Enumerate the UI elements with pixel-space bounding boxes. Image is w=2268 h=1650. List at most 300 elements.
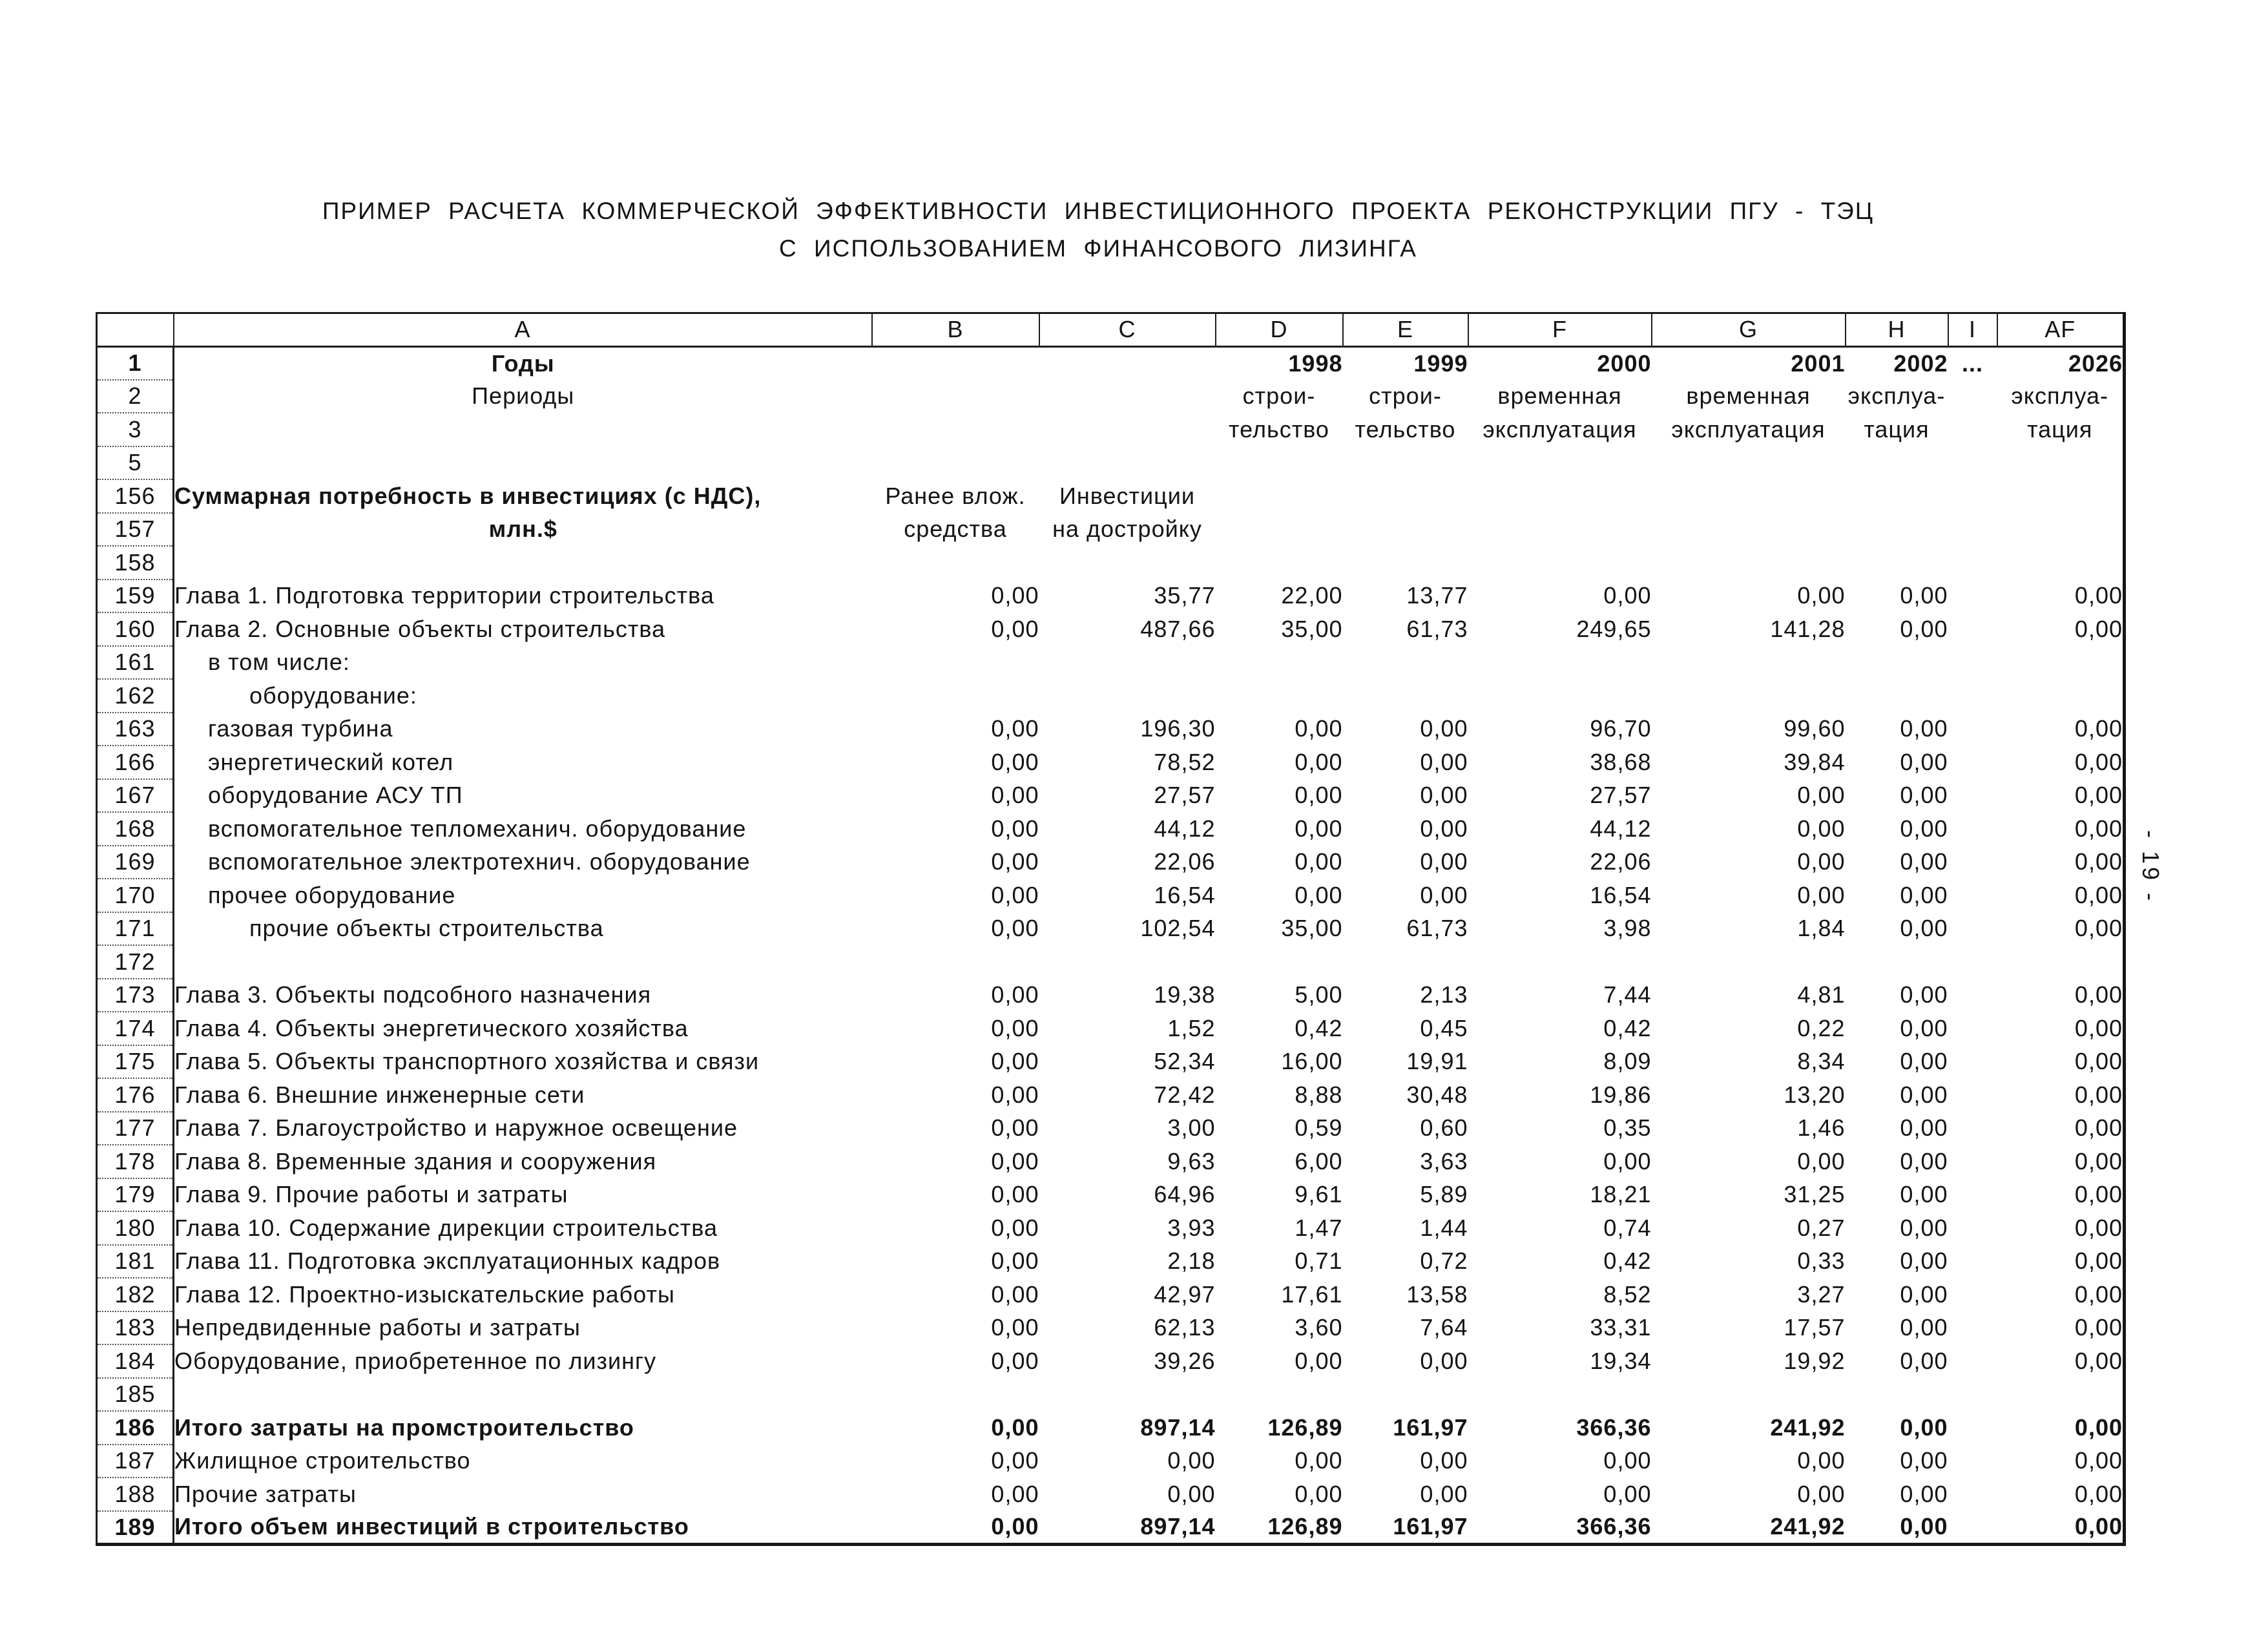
value-cell: 0,00 — [2074, 1147, 2123, 1175]
column-letter-cell: F — [1468, 313, 1652, 347]
value-cell: средства — [904, 516, 1007, 543]
value-cell: 161,97 — [1393, 1513, 1468, 1540]
value-cell — [1216, 646, 1343, 680]
value-cell — [1948, 1411, 1997, 1445]
value-cell: 241,92 — [1770, 1414, 1846, 1441]
value-cell: Ранее влож. — [885, 482, 1026, 509]
value-cell: 0,00 — [1295, 782, 1343, 809]
row-number-cell: 172 — [97, 945, 174, 979]
value-cell: 0,00 — [2074, 1248, 2123, 1275]
value-cell: 0,42 — [1295, 1014, 1343, 1041]
value-cell: 5,89 — [1420, 1181, 1468, 1208]
value-cell: 0,00 — [2074, 981, 2123, 1008]
value-cell — [1039, 679, 1216, 713]
table-row — [97, 1078, 2125, 1112]
value-cell: 16,54 — [1590, 881, 1652, 908]
value-cell — [1039, 1378, 1216, 1412]
value-cell: 0,00 — [2074, 848, 2123, 875]
value-cell: 366,36 — [1576, 1414, 1652, 1441]
value-cell: 0,00 — [1603, 582, 1652, 609]
value-cell: 0,00 — [1900, 582, 1948, 609]
value-cell — [1997, 546, 2125, 580]
value-cell — [1948, 679, 1997, 713]
value-cell: 38,68 — [1590, 748, 1652, 775]
value-cell: 0,00 — [991, 815, 1039, 842]
value-cell: 35,00 — [1281, 615, 1343, 642]
row-number-cell: 176 — [97, 1078, 174, 1112]
row-label-cell: Глава 1. Подготовка территории строительства — [174, 582, 714, 609]
value-cell — [1948, 1478, 1997, 1511]
row-number-cell: 170 — [97, 879, 174, 912]
row-number-cell: 187 — [97, 1445, 174, 1478]
table-row — [97, 1411, 2125, 1445]
row-number-cell: 159 — [97, 580, 174, 613]
value-cell: 17,57 — [1784, 1314, 1846, 1341]
value-cell: 44,12 — [1590, 815, 1652, 842]
table-row — [97, 812, 2125, 846]
table-row — [97, 1211, 2125, 1245]
value-cell: 0,00 — [1420, 881, 1468, 908]
value-cell: 241,92 — [1770, 1513, 1846, 1540]
row-number-cell: 169 — [97, 846, 174, 879]
table-row — [97, 1045, 2125, 1079]
table-row — [97, 446, 2125, 480]
row-label-cell — [174, 446, 872, 480]
table-row — [97, 380, 2125, 413]
row-number-cell: 189 — [97, 1511, 174, 1545]
value-cell — [1948, 1311, 1997, 1345]
value-cell: 19,38 — [1154, 981, 1216, 1008]
value-cell: 0,00 — [991, 582, 1039, 609]
column-letter-cell: A — [174, 313, 872, 347]
value-cell: тельство — [1229, 415, 1329, 443]
table-row — [97, 1344, 2125, 1378]
value-cell — [1846, 446, 1948, 480]
value-cell: 0,00 — [1900, 1513, 1948, 1540]
value-cell — [1039, 546, 1216, 580]
value-cell: 0,00 — [1295, 1480, 1343, 1507]
column-letter-cell: E — [1343, 313, 1468, 347]
table-row — [97, 713, 2125, 746]
value-cell — [1216, 479, 1343, 513]
value-cell: 33,31 — [1590, 1314, 1652, 1341]
value-cell — [1948, 479, 1997, 513]
value-cell — [1216, 945, 1343, 979]
value-cell: 39,84 — [1784, 748, 1846, 775]
value-cell: 1,84 — [1797, 915, 1846, 942]
value-cell: 0,00 — [1900, 981, 1948, 1008]
value-cell: 9,63 — [1167, 1147, 1216, 1175]
value-cell: 0,00 — [1900, 881, 1948, 908]
table-row — [97, 612, 2125, 646]
value-cell: 196,30 — [1140, 715, 1216, 742]
value-cell — [1948, 612, 1997, 646]
value-cell — [1997, 679, 2125, 713]
row-number-cell: 171 — [97, 912, 174, 946]
row-number-cell: 177 — [97, 1112, 174, 1145]
value-cell: 0,00 — [1797, 782, 1846, 809]
value-cell: 0,00 — [1900, 1014, 1948, 1041]
table-row — [97, 1278, 2125, 1311]
value-cell — [1652, 513, 1846, 547]
value-cell: 19,86 — [1590, 1081, 1652, 1108]
value-cell: 0,00 — [991, 1447, 1039, 1474]
value-cell — [872, 646, 1039, 680]
value-cell: 13,77 — [1406, 582, 1468, 609]
value-cell: 3,93 — [1167, 1214, 1216, 1241]
value-cell: 6,00 — [1295, 1147, 1343, 1175]
table-row — [97, 945, 2125, 979]
table-row — [97, 513, 2125, 547]
value-cell — [1652, 679, 1846, 713]
row-label-cell: Периоды — [472, 382, 575, 410]
value-cell: 18,21 — [1590, 1181, 1652, 1208]
value-cell — [1039, 413, 1216, 446]
value-cell — [1216, 546, 1343, 580]
value-cell: 0,00 — [1900, 748, 1948, 775]
value-cell: 0,00 — [2074, 615, 2123, 642]
value-cell — [1948, 580, 1997, 613]
value-cell — [1846, 513, 1948, 547]
value-cell: 0,00 — [991, 981, 1039, 1008]
value-cell: 366,36 — [1576, 1513, 1652, 1540]
spreadsheet-table — [96, 312, 2126, 1546]
value-cell: 16,00 — [1281, 1048, 1343, 1075]
value-cell — [1468, 546, 1652, 580]
value-cell: 0,00 — [1295, 848, 1343, 875]
value-cell: 0,00 — [1900, 1347, 1948, 1374]
value-cell: 0,74 — [1603, 1214, 1652, 1241]
value-cell: 3,27 — [1797, 1280, 1846, 1308]
value-cell: 5,00 — [1295, 981, 1343, 1008]
value-cell: 249,65 — [1576, 615, 1652, 642]
row-number-cell: 167 — [97, 779, 174, 813]
value-cell — [1948, 879, 1997, 912]
row-label-cell: Глава 5. Объекты транспортного хозяйства и связи — [174, 1048, 760, 1075]
value-cell — [1948, 846, 1997, 879]
value-cell: 8,52 — [1603, 1280, 1652, 1308]
value-cell: 42,97 — [1154, 1280, 1216, 1308]
value-cell: 22,06 — [1154, 848, 1216, 875]
value-cell: 0,00 — [2074, 1048, 2123, 1075]
value-cell — [1468, 479, 1652, 513]
value-cell: 16,54 — [1154, 881, 1216, 908]
value-cell: 0,00 — [991, 615, 1039, 642]
table-row — [97, 546, 2125, 580]
value-cell: 0,00 — [2074, 582, 2123, 609]
row-label-cell: оборудование АСУ ТП — [208, 782, 463, 809]
value-cell: 2,18 — [1167, 1248, 1216, 1275]
value-cell: 0,00 — [2074, 1447, 2123, 1474]
value-cell: 0,00 — [1295, 815, 1343, 842]
value-cell: 3,60 — [1295, 1314, 1343, 1341]
value-cell: эксплуатация — [1483, 415, 1637, 443]
value-cell — [1343, 479, 1468, 513]
row-label-cell: Итого объем инвестиций в строительство — [174, 1513, 689, 1540]
value-cell — [1652, 446, 1846, 480]
value-cell: 897,14 — [1140, 1414, 1216, 1441]
value-cell — [1846, 646, 1948, 680]
value-cell: 0,00 — [1420, 1447, 1468, 1474]
value-cell — [1468, 945, 1652, 979]
value-cell: 4,81 — [1797, 981, 1846, 1008]
value-cell: 0,00 — [991, 915, 1039, 942]
value-cell: 0,00 — [991, 1081, 1039, 1108]
value-cell: 0,71 — [1295, 1248, 1343, 1275]
row-label-cell — [174, 413, 872, 446]
row-number-cell: 162 — [97, 679, 174, 713]
value-cell: 3,98 — [1603, 915, 1652, 942]
value-cell: 126,89 — [1267, 1414, 1343, 1441]
value-cell: 0,00 — [991, 1147, 1039, 1175]
row-number-cell: 184 — [97, 1344, 174, 1378]
row-label-cell — [174, 546, 872, 580]
value-cell: 0,00 — [991, 1414, 1039, 1441]
value-cell — [1652, 479, 1846, 513]
value-cell: 35,00 — [1281, 915, 1343, 942]
row-label-cell: прочие объекты строительства — [249, 915, 604, 942]
row-number-cell: 185 — [97, 1378, 174, 1412]
value-cell: 27,57 — [1154, 782, 1216, 809]
value-cell: 96,70 — [1590, 715, 1652, 742]
value-cell: 0,00 — [1295, 715, 1343, 742]
row-number-cell: 157 — [97, 513, 174, 547]
value-cell: 0,60 — [1420, 1114, 1468, 1142]
value-cell — [1039, 945, 1216, 979]
table-row — [97, 846, 2125, 879]
value-cell: 0,00 — [991, 1314, 1039, 1341]
row-number-cell: 173 — [97, 979, 174, 1012]
row-label-cell: прочее оборудование — [208, 881, 456, 908]
value-cell: 0,00 — [1603, 1480, 1652, 1507]
value-cell: 0,00 — [1167, 1447, 1216, 1474]
value-cell — [1846, 945, 1948, 979]
value-cell: 0,00 — [2074, 782, 2123, 809]
value-cell: 0,00 — [1603, 1147, 1652, 1175]
value-cell: 1,44 — [1420, 1214, 1468, 1241]
document-title — [0, 193, 2196, 267]
value-cell — [1652, 646, 1846, 680]
value-cell — [1997, 1378, 2125, 1412]
row-number-cell: 181 — [97, 1245, 174, 1279]
value-cell — [1846, 546, 1948, 580]
row-number-cell: 160 — [97, 612, 174, 646]
value-cell — [1468, 446, 1652, 480]
table-row — [97, 580, 2125, 613]
value-cell: тация — [2027, 415, 2093, 443]
row-label-cell: энергетический котел — [208, 748, 454, 775]
value-cell — [1948, 1278, 1997, 1311]
value-cell: 0,00 — [1295, 881, 1343, 908]
value-cell: 52,34 — [1154, 1048, 1216, 1075]
value-cell: 0,00 — [1900, 1414, 1948, 1441]
value-cell: 0,00 — [1797, 815, 1846, 842]
value-cell — [1039, 446, 1216, 480]
value-cell: 0,00 — [1420, 748, 1468, 775]
row-number-cell: 156 — [97, 479, 174, 513]
table-row — [97, 979, 2125, 1012]
value-cell: 0,72 — [1420, 1248, 1468, 1275]
value-cell: 0,00 — [991, 848, 1039, 875]
value-cell: 8,88 — [1295, 1081, 1343, 1108]
value-cell: 44,12 — [1154, 815, 1216, 842]
value-cell: 2000 — [1597, 350, 1652, 377]
row-label-cell: Итого затраты на промстроительство — [174, 1414, 634, 1441]
row-number-cell: 3 — [97, 413, 174, 446]
column-letter-cell: I — [1948, 313, 1997, 347]
value-cell — [1948, 1045, 1997, 1079]
value-cell: 0,00 — [2074, 1513, 2123, 1540]
table-row — [97, 1112, 2125, 1145]
value-cell — [1948, 812, 1997, 846]
corner-cell — [97, 313, 174, 347]
table-row — [97, 346, 2125, 380]
column-letter-cell: B — [872, 313, 1039, 347]
value-cell: 0,00 — [991, 1114, 1039, 1142]
value-cell: 0,27 — [1797, 1214, 1846, 1241]
table-row — [97, 1012, 2125, 1045]
value-cell: 27,57 — [1590, 782, 1652, 809]
value-cell: 7,44 — [1603, 981, 1652, 1008]
value-cell: 0,00 — [1603, 1447, 1652, 1474]
value-cell — [1948, 446, 1997, 480]
value-cell: 0,00 — [1295, 1447, 1343, 1474]
value-cell: 2002 — [1893, 350, 1948, 377]
value-cell — [1468, 679, 1652, 713]
value-cell: 78,52 — [1154, 748, 1216, 775]
value-cell — [872, 446, 1039, 480]
value-cell — [872, 546, 1039, 580]
value-cell — [1997, 513, 2125, 547]
value-cell: строи- — [1242, 382, 1316, 410]
value-cell: 0,00 — [2074, 715, 2123, 742]
value-cell: 0,00 — [2074, 1480, 2123, 1507]
value-cell: тельство — [1355, 415, 1456, 443]
value-cell — [1948, 1178, 1997, 1212]
value-cell — [872, 1378, 1039, 1412]
value-cell: 1998 — [1288, 350, 1343, 377]
value-cell: 0,00 — [1900, 1447, 1948, 1474]
value-cell: 1,52 — [1167, 1014, 1216, 1041]
value-cell: 0,59 — [1295, 1114, 1343, 1142]
row-number-cell: 168 — [97, 812, 174, 846]
value-cell: 61,73 — [1406, 915, 1468, 942]
value-cell: 0,00 — [1797, 582, 1846, 609]
value-cell: 2,13 — [1420, 981, 1468, 1008]
value-cell: 35,77 — [1154, 582, 1216, 609]
row-number-cell: 178 — [97, 1145, 174, 1178]
value-cell — [1948, 546, 1997, 580]
row-number-cell: 183 — [97, 1311, 174, 1345]
row-label-cell: вспомогательное электротехнич. оборудование — [208, 848, 751, 875]
value-cell — [1948, 1145, 1997, 1178]
column-letter-cell: D — [1216, 313, 1343, 347]
value-cell: временная — [1686, 382, 1811, 410]
value-cell — [1948, 380, 1997, 413]
value-cell: 0,00 — [991, 1513, 1039, 1540]
value-cell — [1846, 679, 1948, 713]
value-cell: 0,45 — [1420, 1014, 1468, 1041]
value-cell: 0,00 — [1900, 615, 1948, 642]
value-cell — [1997, 446, 2125, 480]
value-cell: 0,22 — [1797, 1014, 1846, 1041]
value-cell: 0,33 — [1797, 1248, 1846, 1275]
row-number-cell: 175 — [97, 1045, 174, 1079]
value-cell — [1343, 546, 1468, 580]
value-cell: строи- — [1369, 382, 1442, 410]
value-cell: 0,00 — [1295, 748, 1343, 775]
value-cell — [1468, 513, 1652, 547]
value-cell — [1997, 945, 2125, 979]
value-cell: 0,00 — [1420, 815, 1468, 842]
row-label-cell: вспомогательное тепломеханич. оборудование — [208, 815, 747, 842]
value-cell: 0,00 — [1900, 1114, 1948, 1142]
value-cell — [1948, 1112, 1997, 1145]
row-number-cell: 5 — [97, 446, 174, 480]
table-row — [97, 1311, 2125, 1345]
value-cell: 0,00 — [1900, 815, 1948, 842]
row-label-cell: Оборудование, приобретенное по лизингу — [174, 1347, 657, 1374]
value-cell — [1343, 945, 1468, 979]
value-cell — [1948, 513, 1997, 547]
value-cell — [1948, 979, 1997, 1012]
value-cell: 0,00 — [1900, 1081, 1948, 1108]
value-cell: 0,00 — [991, 748, 1039, 775]
row-label-cell — [174, 1378, 872, 1412]
value-cell: 22,00 — [1281, 582, 1343, 609]
row-number-cell: 174 — [97, 1012, 174, 1045]
value-cell: 0,00 — [1295, 1347, 1343, 1374]
value-cell: 0,00 — [1797, 1147, 1846, 1175]
value-cell — [1948, 1378, 1997, 1412]
value-cell — [1343, 513, 1468, 547]
value-cell: 9,61 — [1295, 1181, 1343, 1208]
value-cell — [1343, 446, 1468, 480]
table-row — [97, 1445, 2125, 1478]
row-number-cell: 1 — [97, 346, 174, 380]
value-cell — [1948, 945, 1997, 979]
value-cell — [1948, 1078, 1997, 1112]
value-cell: 0,00 — [1900, 715, 1948, 742]
value-cell: 0,00 — [1900, 915, 1948, 942]
value-cell: 22,06 — [1590, 848, 1652, 875]
value-cell — [872, 380, 1039, 413]
value-cell — [1846, 1378, 1948, 1412]
value-cell: 0,00 — [2074, 1414, 2123, 1441]
value-cell: на достройку — [1052, 516, 1202, 543]
value-cell: 0,00 — [1900, 1147, 1948, 1175]
value-cell: 0,00 — [1900, 1214, 1948, 1241]
table-row — [97, 679, 2125, 713]
value-cell — [1948, 779, 1997, 813]
row-number-cell: 166 — [97, 746, 174, 779]
value-cell: 0,00 — [991, 1280, 1039, 1308]
value-cell — [1948, 1344, 1997, 1378]
value-cell: 0,00 — [2074, 1014, 2123, 1041]
value-cell: 0,00 — [2074, 881, 2123, 908]
row-label-cell: Глава 7. Благоустройство и наружное освещение — [174, 1114, 738, 1142]
value-cell: 0,00 — [2074, 915, 2123, 942]
column-letter-cell: H — [1846, 313, 1948, 347]
value-cell — [1948, 1245, 1997, 1279]
table-row — [97, 1511, 2125, 1545]
table-row — [97, 746, 2125, 779]
row-label-cell: Жилищное строительство — [174, 1447, 471, 1474]
value-cell: 62,13 — [1154, 1314, 1216, 1341]
row-label-cell: млн.$ — [488, 516, 557, 543]
value-cell: 0,00 — [1167, 1480, 1216, 1507]
value-cell: 0,00 — [2074, 1181, 2123, 1208]
